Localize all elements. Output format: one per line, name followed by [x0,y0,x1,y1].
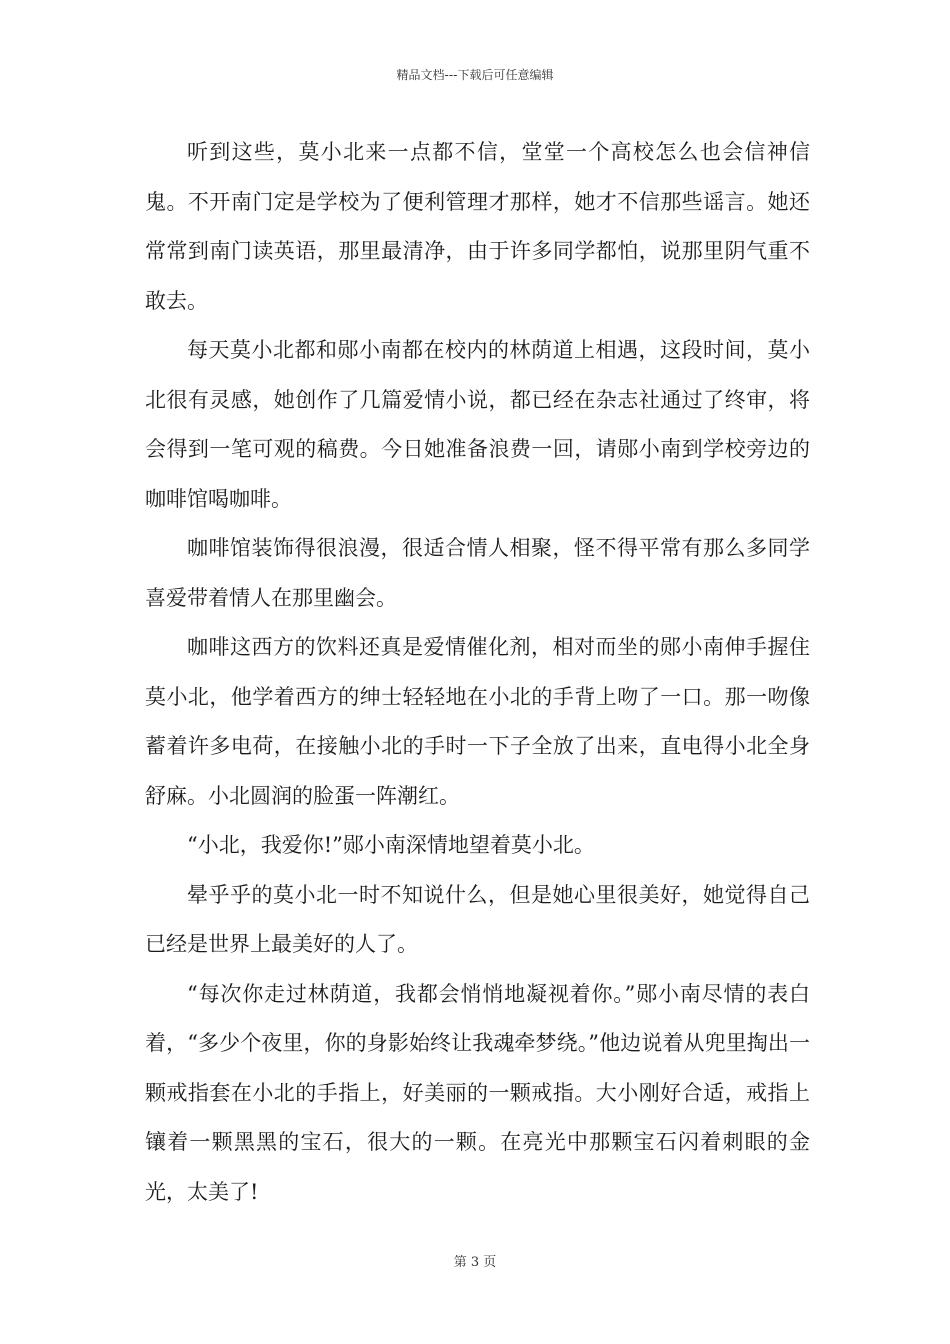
page-number: 第 3 页 [453,1255,497,1270]
paragraph: 咖啡这西方的饮料还真是爱情催化剂，相对而坐的郧小南伸手握住莫小北，他学着西方的绅士轻轻地在小北的手背上吻了一口。那一吻像蓄着许多电荷，在接触小北的手时一下子全放了出来，直电得小北全身舒麻。小北圆润的脸蛋一阵潮红。 [145,635,810,808]
paragraph: 咖啡馆装饰得很浪漫，很适合情人相聚，怪不得平常有那么多同学喜爱带着情人在那里幽会。 [145,536,810,610]
paragraph: 晕乎乎的莫小北一时不知说什么，但是她心里很美好，她觉得自己已经是世界上最美好的人了。 [145,882,810,956]
page-header: 精品文档---下载后可任意编辑 [396,68,554,82]
paragraph: “小北，我爱你!”郧小南深情地望着莫小北。 [187,833,595,857]
document-body [145,128,810,1217]
paragraph: “每次你走过林荫道，我都会悄悄地凝视着你。”郧小南尽情的表白着，“多少个夜里，你的身影始终让我魂牵梦绕。”他边说着从兜里掏出一颗戒指套在小北的手指上，好美丽的一颗戒指。大小刚好合适，戒指上镶着一颗黑黑的宝石，很大的一颗。在亮光中那颗宝石闪着刺眼的金光，太美了! [145,981,810,1204]
paragraph: 每天莫小北都和郧小南都在校内的林荫道上相遇，这段时间，莫小北很有灵感，她创作了几篇爱情小说，都已经在杂志社通过了终审，将会得到一笔可观的稿费。今日她准备浪费一回，请郧小南到学校旁边的咖啡馆喝咖啡。 [145,338,810,511]
paragraph: 听到这些，莫小北来一点都不信，堂堂一个高校怎么也会信神信鬼。不开南门定是学校为了便利管理才那样，她才不信那些谣言。她还常常到南门读英语，那里最清净，由于许多同学都怕，说那里阴气重不敢去。 [145,140,810,313]
